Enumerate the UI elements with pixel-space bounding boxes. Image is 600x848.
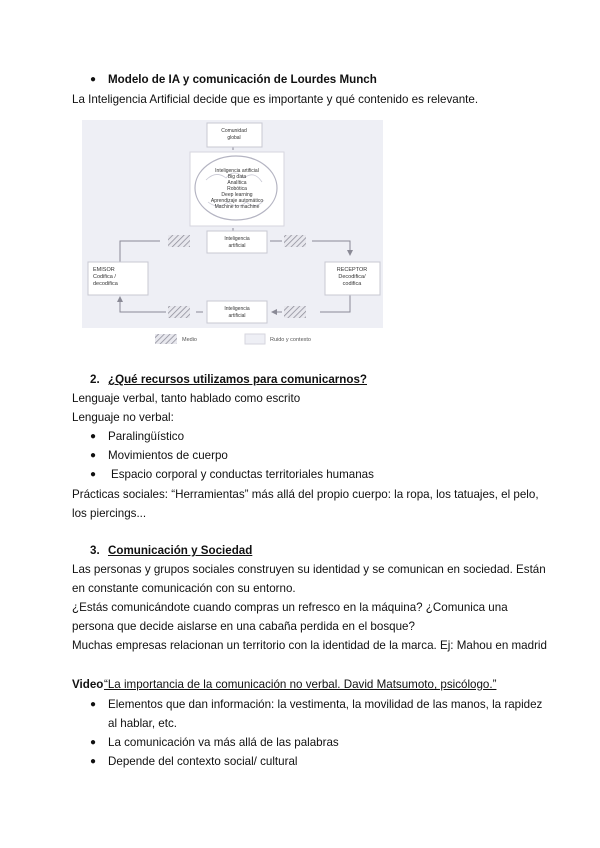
section3-line: en constante comunicación con su entorno. [72,582,296,595]
top-box-line-0: Comunidad [221,128,247,134]
video-bullet: La comunicación va más allá de las palabras [108,736,339,749]
video-bullet: Depende del contexto social/ cultural [108,755,298,768]
section2-line: Lenguaje no verbal: [72,411,174,424]
ai-top-line-0: Inteligencia [224,236,250,242]
ai-top-line-1: artificial [228,243,246,249]
legend-medio-label: Medio [182,337,197,343]
section1-intro: La Inteligencia Artificial decide que es importante y qué contenido es relevante. [72,93,479,106]
ai-bottom-line-1: artificial [228,313,246,319]
top-box-line-1: global [227,135,241,141]
bullet-icon: ● [90,450,97,461]
emisor-line-1: Codifica / [93,274,116,280]
section2-heading: ¿Qué recursos utilizamos para comunicarnos? [108,373,367,386]
medio-block [284,235,306,247]
bullet-icon: ● [90,431,97,442]
section3-line: Las personas y grupos sociales construyen su identidad y se comunican en sociedad. Están [72,563,546,576]
section2-line: Lenguaje verbal, tanto hablado como escrito [72,392,301,405]
ai-bottom-box [207,301,267,323]
medio-block [168,306,190,318]
brain-item: Machine to machine [214,204,260,210]
brain-item: Inteligencia artificial [215,168,259,174]
section3-number: 3. [90,544,100,557]
section2-bullet: Espacio corporal y conductas territoriales humanas [111,468,374,481]
ia-communication-diagram [0,0,600,360]
receptor-line-1: Decodifica/ [338,274,366,280]
receptor-line-2: codifica [342,281,362,287]
brain-item: Big data [227,174,247,180]
section3-heading: Comunicación y Sociedad [108,544,253,557]
ai-top-box [207,231,267,253]
video-title-link[interactable]: “La importancia de la comunicación no verbal. David Matsumoto, psicólogo.” [104,678,497,691]
video-label: Video [72,678,104,691]
brain-item: Robótica [227,186,247,192]
emisor-line-0: EMISOR [93,267,115,273]
legend-ruido-swatch [245,334,265,344]
brain-item: Analítica [227,180,247,186]
section2-bullet: Movimientos de cuerpo [108,449,228,462]
video-bullet-continuation: al hablar, etc. [108,717,177,730]
ai-bottom-line-0: Inteligencia [224,306,250,312]
medio-block [168,235,190,247]
bullet-icon: ● [90,699,97,710]
legend-medio-swatch [155,334,177,344]
receptor-line-0: RECEPTOR [336,267,368,273]
bullet-icon: ● [90,756,97,767]
section2-number: 2. [90,373,100,386]
section2-practicas: Prácticas sociales: “Herramientas” más allá del propio cuerpo: la ropa, los tatuajes, el pelo, [72,488,539,501]
bullet-icon: ● [90,737,97,748]
section3-line: persona que decide aislarse en una cabaña perdida en el bosque? [72,620,415,633]
medio-block [284,306,306,318]
brain-item: Deep learning [221,192,253,198]
section1-heading: Modelo de IA y comunicación de Lourdes Munch [108,73,377,86]
section2-practicas: los piercings... [72,507,147,520]
emisor-line-2: decodifica [93,281,118,287]
legend-ruido-label: Ruido y contexto [270,337,311,343]
bullet-icon: ● [90,469,97,480]
brain-item: Aprendizaje automático [210,198,264,204]
video-bullet: Elementos que dan información: la vestimenta, la movilidad de las manos, la rapidez [108,698,543,711]
section3-line: Muchas empresas relacionan un territorio con la identidad de la marca. Ej: Mahou en madrid [72,639,547,652]
section3-line: ¿Estás comunicándote cuando compras un refresco en la máquina? ¿Comunica una [72,601,508,614]
section2-bullet: Paralingüístico [108,430,185,443]
bullet-icon: ● [90,74,97,85]
